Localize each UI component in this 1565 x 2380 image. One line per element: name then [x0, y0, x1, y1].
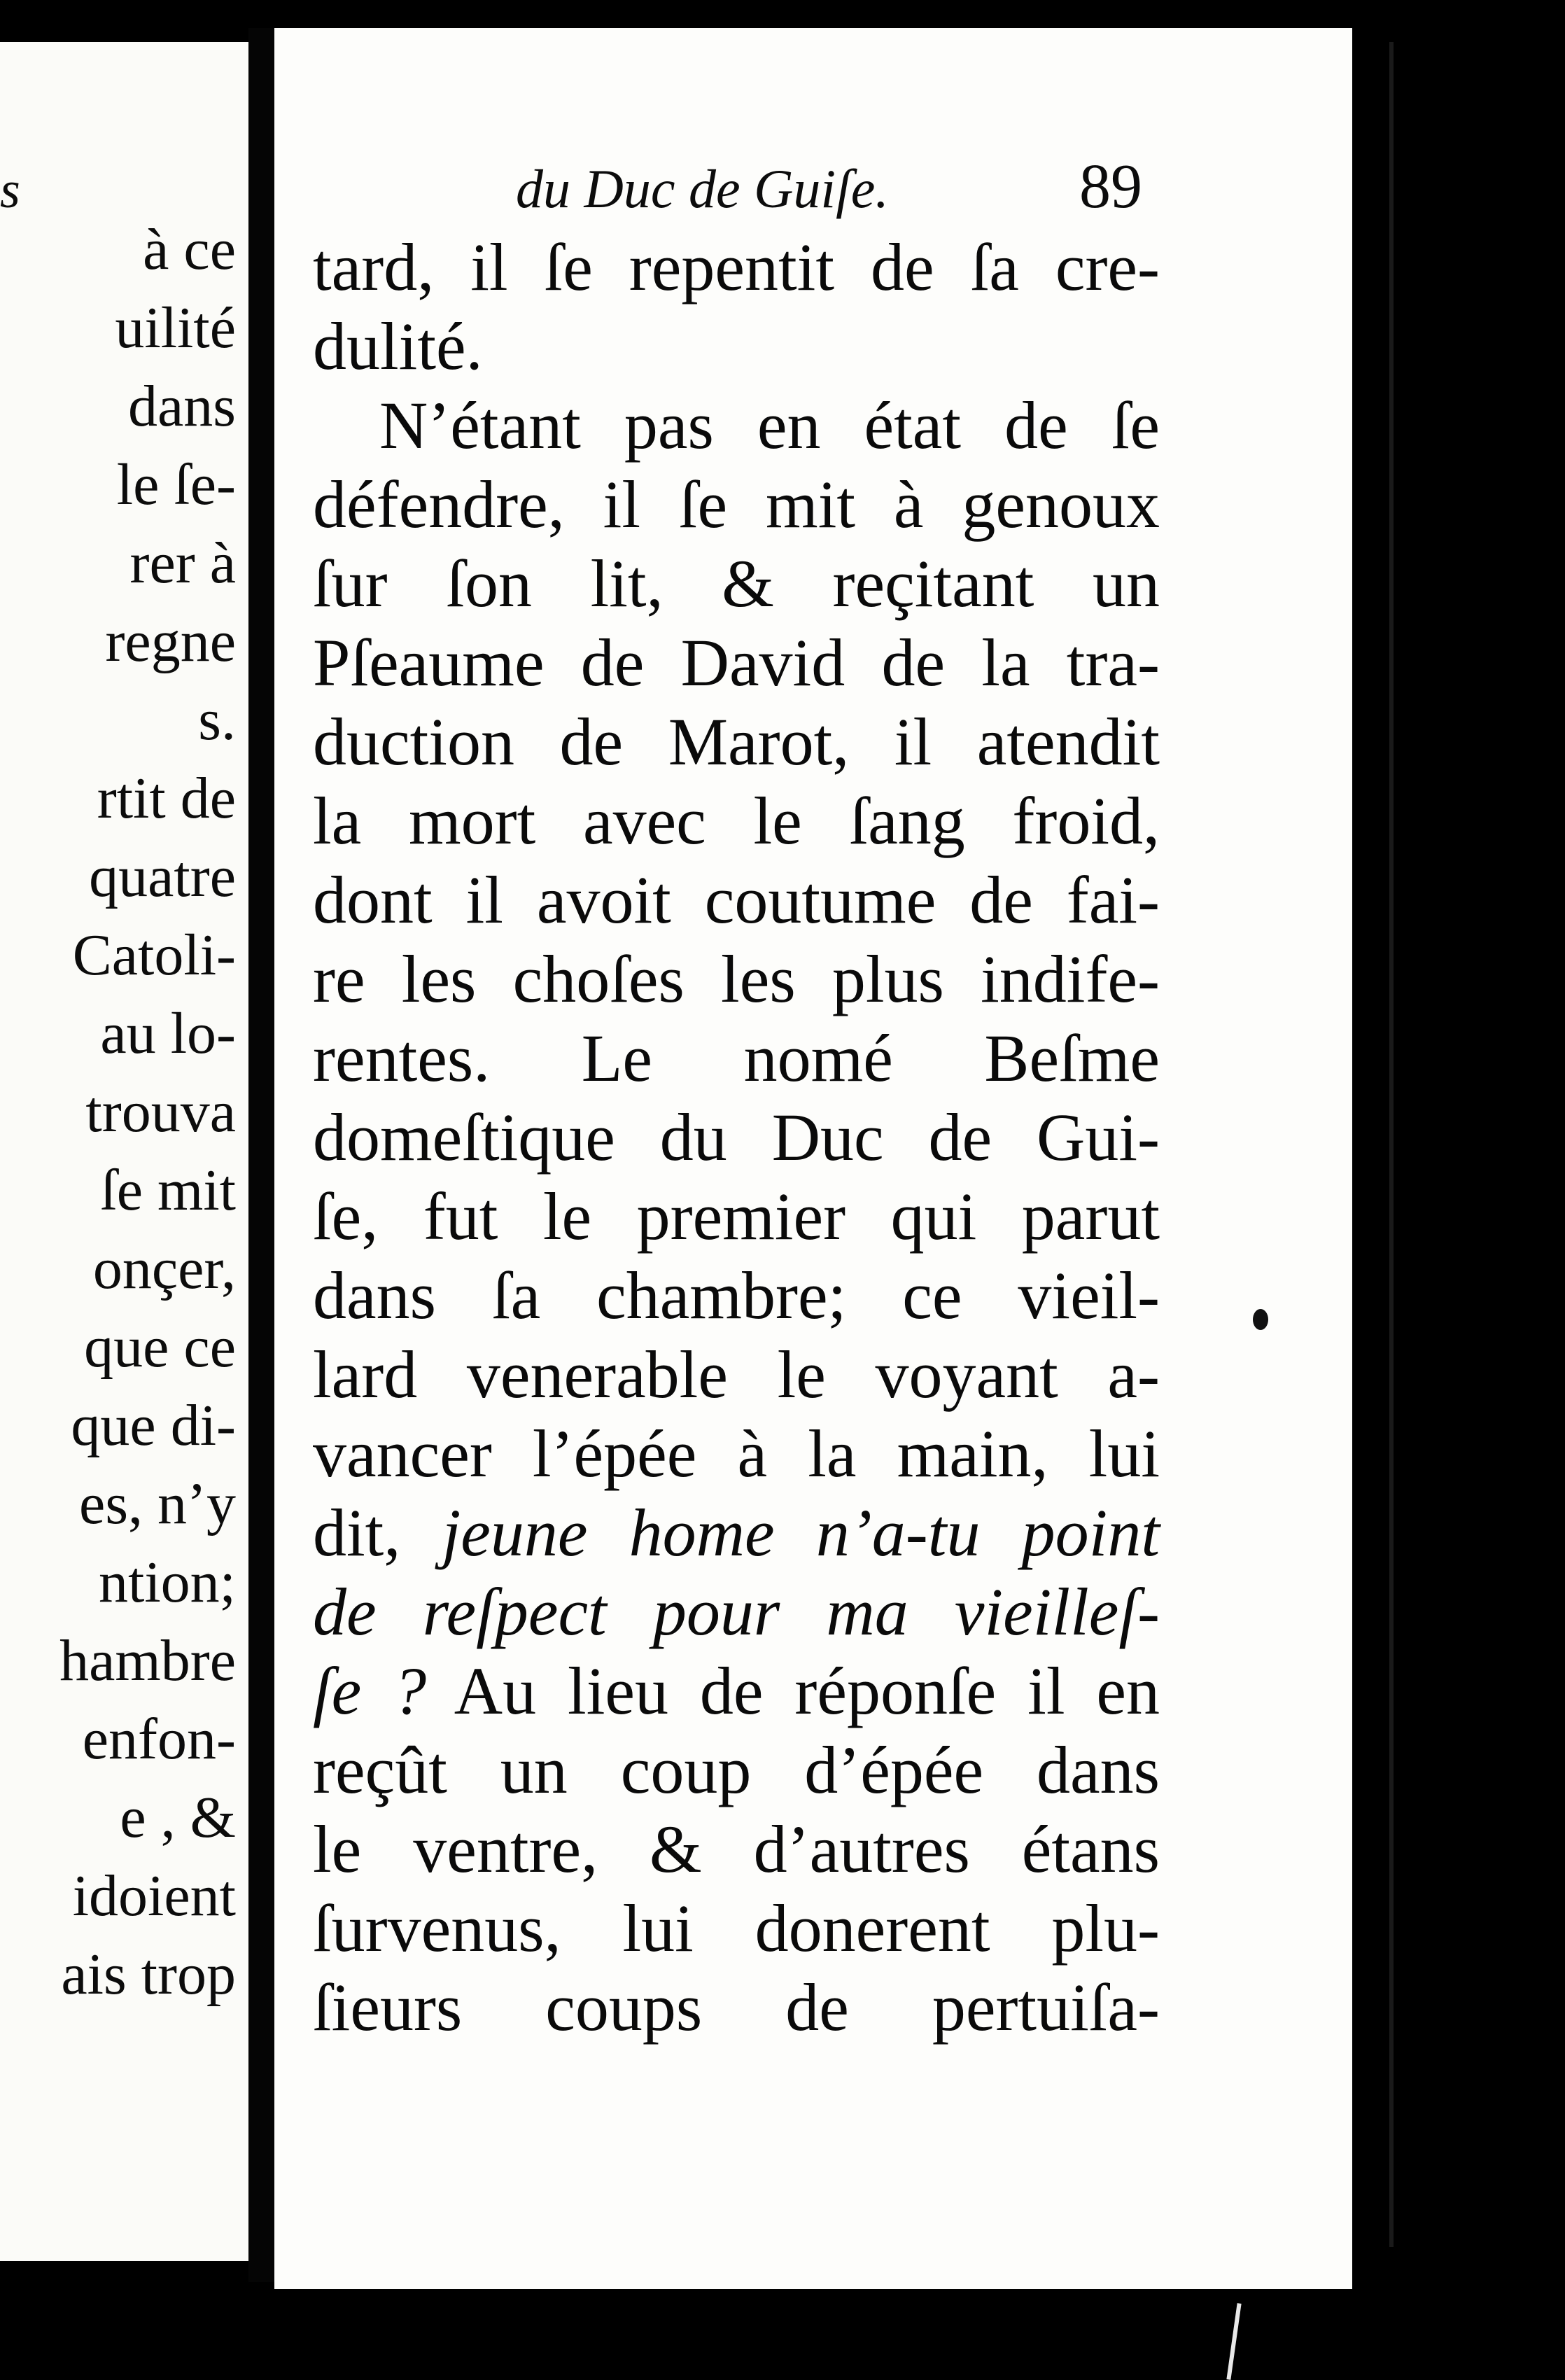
facing-page-line: Catoli-: [72, 923, 236, 988]
facing-page-line: rtit de: [97, 766, 236, 831]
text-line: [313, 227, 1160, 307]
text-line: [313, 623, 1160, 702]
facing-page-line: enfon-: [82, 1707, 236, 1772]
text-line: [313, 1098, 1160, 1177]
facing-page-line: ſe mit: [100, 1158, 236, 1223]
facing-page-line: que di-: [71, 1393, 236, 1458]
facing-page-line: trouva: [85, 1079, 236, 1144]
text-line: [313, 307, 1160, 386]
roman-text-span: défendre, il ſe mit à genoux: [313, 467, 1160, 542]
text-line: [313, 1889, 1160, 1968]
text-line: [313, 1335, 1160, 1414]
roman-text-span: domeſtique du Duc de Gui-: [313, 1100, 1160, 1175]
book-edge-line: [1389, 42, 1394, 2247]
roman-text-span: dit,: [313, 1495, 442, 1570]
roman-text-span: re les choſes les plus indife-: [313, 941, 1160, 1016]
facing-page-line: hambre: [59, 1628, 236, 1693]
ink-speck: [1253, 1309, 1268, 1330]
text-line: [313, 1809, 1160, 1889]
italic-text-span: de reſpect pour ma vieilleſ-: [313, 1574, 1160, 1649]
roman-text-span: reçût un coup d’épée dans: [313, 1732, 1160, 1807]
italic-text-span: ſe ?: [313, 1653, 427, 1728]
text-line: [313, 781, 1160, 860]
facing-page-line: le ſe-: [116, 452, 236, 517]
italic-text-span: jeune home n’a-tu point: [442, 1495, 1160, 1570]
facing-page-line: e , &: [120, 1785, 236, 1850]
facing-page-line: au lo-: [100, 1001, 236, 1066]
text-line: [313, 860, 1160, 939]
facing-page-line: idoient: [72, 1863, 236, 1928]
facing-page-line: s.: [198, 687, 236, 752]
text-line: [313, 1414, 1160, 1493]
facing-page-line: es, n’y: [79, 1471, 236, 1536]
text-line: [313, 1493, 1160, 1572]
facing-page-line: uilité: [115, 295, 236, 360]
roman-text-span: vancer l’épée à la main, lui: [313, 1416, 1160, 1491]
text-line: [313, 544, 1160, 623]
facing-page-line: que ce: [84, 1315, 236, 1380]
facing-page-line: dans: [128, 374, 236, 439]
roman-text-span: ſe, fut le premier qui parut: [313, 1179, 1160, 1254]
roman-text-span: dulité.: [313, 309, 483, 384]
book-page: [274, 28, 1352, 2289]
book-edge: [1352, 0, 1565, 2380]
text-line: [313, 465, 1160, 544]
roman-text-span: Pſeaume de David de la tra-: [313, 625, 1160, 700]
text-line: [313, 386, 1160, 465]
roman-text-span: duction de Marot, il atendit: [313, 704, 1160, 779]
facing-page-line: onçer,: [92, 1236, 236, 1301]
text-line: [313, 1177, 1160, 1256]
text-line: [313, 1572, 1160, 1651]
facing-page-line: ntion;: [98, 1550, 236, 1615]
roman-text-span: dont il avoit coutume de fai-: [313, 862, 1160, 937]
roman-text-span: N’étant pas en état de ſe: [379, 388, 1160, 463]
text-line: [313, 1651, 1160, 1730]
page-number: 89: [1079, 152, 1142, 221]
text-line: [313, 939, 1160, 1018]
roman-text-span: ſieurs coups de pertuiſa-: [313, 1970, 1160, 2045]
text-line: [313, 1730, 1160, 1809]
facing-page-line: ais trop: [61, 1942, 236, 2007]
facing-page-fragment: [0, 42, 248, 2261]
roman-text-span: ſurvenus, lui donerent plu-: [313, 1891, 1160, 1966]
text-line: [313, 702, 1160, 781]
running-head: du Duc de Guiſe.: [516, 158, 889, 219]
facing-page-running-head-fragment: s: [0, 162, 20, 219]
stray-thread: [1226, 2303, 1241, 2380]
facing-page-line: quatre: [89, 844, 236, 909]
body-text: [313, 227, 1160, 2047]
roman-text-span: rentes. Le nomé Beſme: [313, 1021, 1160, 1096]
facing-page-line: rer à: [129, 531, 236, 596]
roman-text-span: le ventre, & d’autres étans: [313, 1812, 1160, 1886]
roman-text-span: dans ſa chambre; ce vieil-: [313, 1258, 1160, 1333]
text-line: [313, 1256, 1160, 1335]
text-line: [313, 1018, 1160, 1098]
roman-text-span: ſur ſon lit, & reçitant un: [313, 546, 1160, 621]
roman-text-span: la mort avec le ſang froid,: [313, 783, 1160, 858]
book-gutter: [248, 28, 276, 2282]
roman-text-span: tard, il ſe repentit de ſa cre-: [313, 230, 1160, 304]
facing-page-line: regne: [105, 609, 236, 674]
facing-page-line: à ce: [143, 217, 236, 282]
text-line: [313, 1968, 1160, 2047]
roman-text-span: lard venerable le voyant a-: [313, 1337, 1160, 1412]
roman-text-span: Au lieu de réponſe il en: [426, 1653, 1160, 1728]
